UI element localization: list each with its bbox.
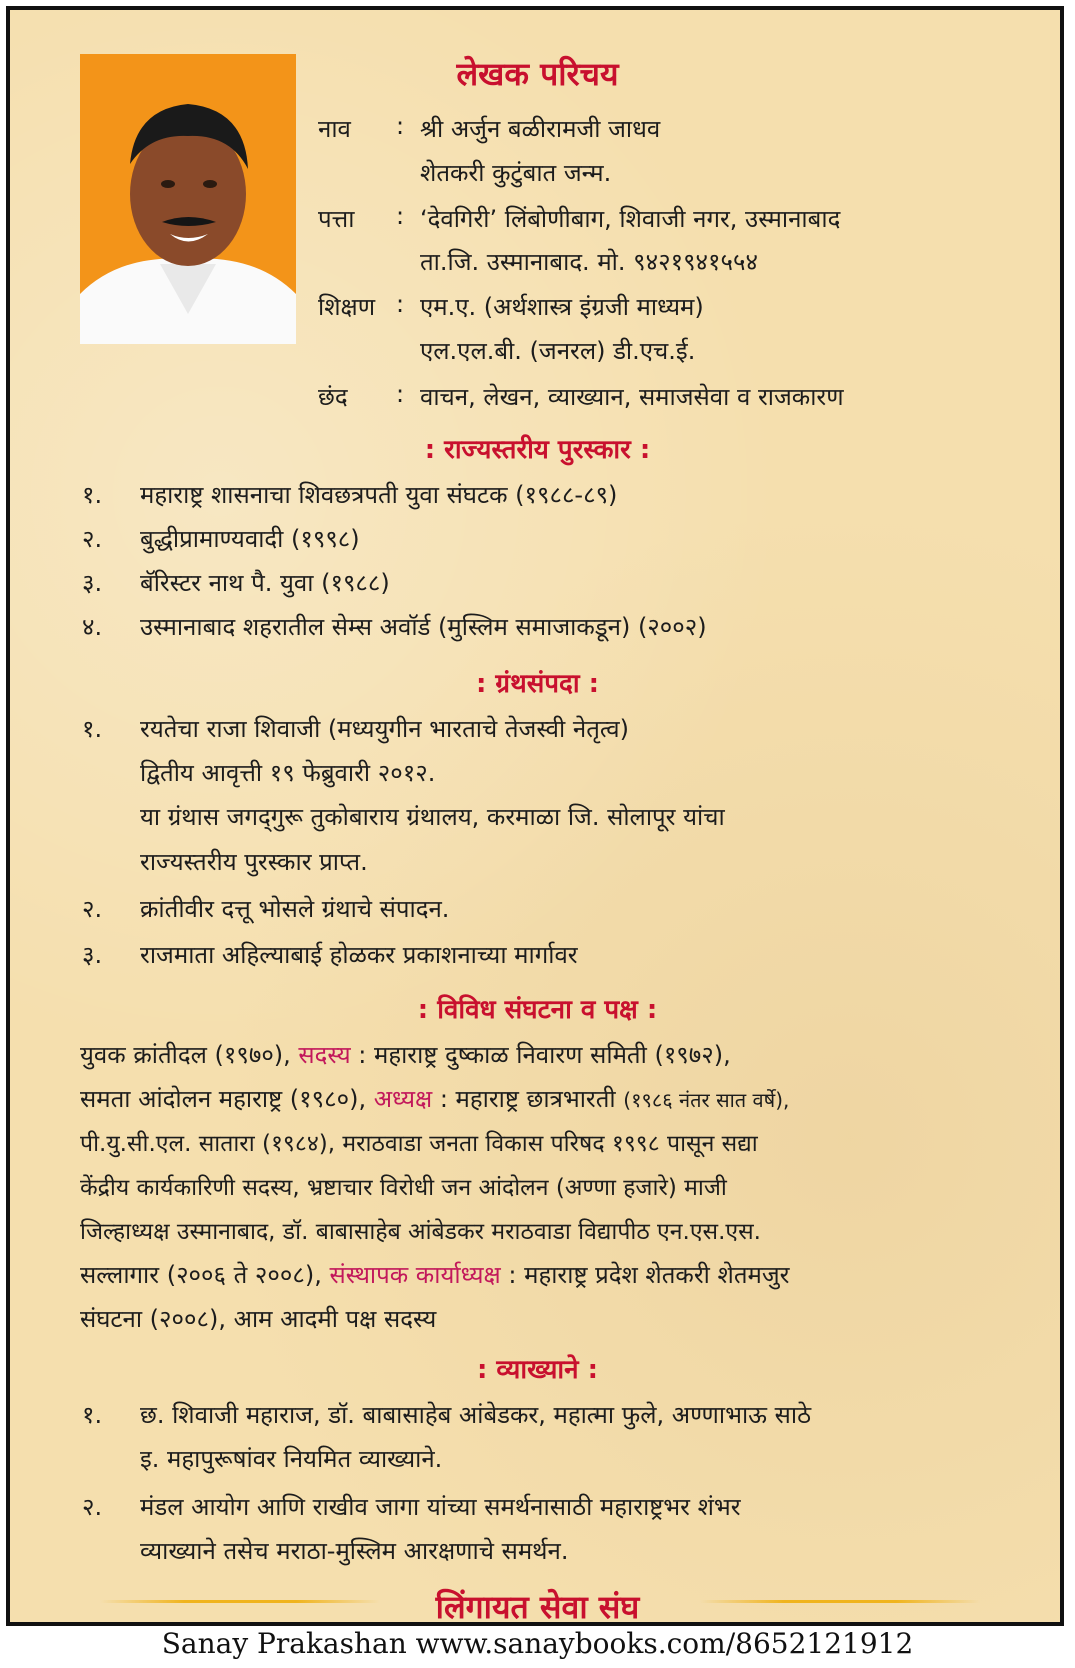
award-number: २. — [82, 525, 103, 553]
orgs-heading: : विविध संघटना व पक्ष : — [417, 995, 658, 1025]
orgs-line-6: सल्लागार (२००६ ते २००८), संस्थापक कार्याध्यक्ष : महाराष्ट्र प्रदेश शेतकरी शेतमजुर — [80, 1261, 790, 1289]
birth-note: शेतकरी कुटुंबात जन्म. — [420, 159, 612, 187]
role-founder: संस्थापक कार्याध्यक्ष — [329, 1261, 501, 1289]
name-colon: : — [396, 112, 405, 140]
lecture-line: छ. शिवाजी महाराज, डॉ. बाबासाहेब आंबेडकर, महात्मा फुले, अण्णाभाऊ साठे — [140, 1401, 812, 1429]
address-colon: : — [396, 202, 405, 230]
award-item: बॅरिस्टर नाथ पै. युवा (१९८८) — [140, 569, 390, 597]
hobby-value: वाचन, लेखन, व्याख्यान, समाजसेवा व राजकारण — [420, 383, 844, 411]
awards-heading: : राज्यस्तरीय पुरस्कार : — [424, 435, 651, 465]
education-colon: : — [396, 290, 405, 318]
award-item: महाराष्ट्र शासनाचा शिवछत्रपती युवा संघटक (१९८८-८९) — [140, 481, 618, 509]
footer-brand: लिंगायत सेवा संघ — [435, 1588, 640, 1626]
lecture-number: २. — [82, 1493, 103, 1521]
education-label: शिक्षण — [318, 293, 376, 321]
book-line: द्वितीय आवृत्ती १९ फेब्रुवारी २०१२. — [140, 759, 436, 787]
book-line: राज्यस्तरीय पुरस्कार प्राप्त. — [140, 848, 368, 876]
lecture-line: मंडल आयोग आणि राखीव जागा यांच्या समर्थनासाठी महाराष्ट्रभर शंभर — [140, 1493, 741, 1521]
orgs-line-5: जिल्हाध्यक्ष उस्मानाबाद, डॉ. बाबासाहेब आंबेडकर मराठवाडा विद्यापीठ एन.एस.एस. — [80, 1219, 761, 1245]
lectures-heading: : व्याख्याने : — [476, 1355, 599, 1385]
award-number: ४. — [82, 613, 103, 641]
book-line: या ग्रंथास जगद्‌गुरू तुकोबाराय ग्रंथालय, करमाळा जि. सोलापूर यांचा — [140, 803, 725, 831]
lecture-line: इ. महापुरूषांवर नियमित व्याख्याने. — [140, 1445, 443, 1473]
book-line: राजमाता अहिल्याबाई होळकर प्रकाशनाच्या मार्गावर — [140, 941, 578, 969]
page-title: लेखक परिचय — [456, 55, 619, 93]
award-item: उस्मानाबाद शहरातील सेम्स अवॉर्ड (मुस्लिम समाजाकडून) (२००२) — [140, 613, 707, 641]
book-number: १. — [82, 715, 103, 743]
orgs-line-3: पी.यु.सी.एल. सातारा (१९८४), मराठवाडा जनता विकास परिषद १९९८ पासून सद्या — [80, 1131, 758, 1157]
hobby-label: छंद — [318, 383, 348, 411]
education-line-1: एम.ए. (अर्थशास्त्र इंग्रजी माध्यम) — [420, 293, 704, 321]
hobby-colon: : — [396, 380, 405, 408]
role-member: सदस्य — [298, 1041, 351, 1069]
name-value: श्री अर्जुन बळीरामजी जाधव — [420, 115, 661, 143]
address-line-2: ता.जि. उस्मानाबाद. मो. ९४२१९४१५५४ — [420, 248, 758, 276]
award-number: ३. — [82, 569, 103, 597]
award-number: १. — [82, 481, 103, 509]
address-line-1: ‘देवगिरी’ लिंबोणीबाग, शिवाजी नगर, उस्मानाबाद — [420, 205, 841, 233]
author-photo — [80, 54, 296, 344]
role-president: अध्यक्ष — [373, 1085, 433, 1113]
book-line: रयतेचा राजा शिवाजी (मध्ययुगीन भारताचे तेजस्वी नेतृत्व) — [140, 715, 629, 743]
publisher-watermark: Sanay Prakashan www.sanaybooks.com/8652121912 — [161, 1627, 914, 1660]
lecture-line: व्याख्याने तसेच मराठा-मुस्लिम आरक्षणाचे समर्थन. — [140, 1537, 569, 1565]
orgs-line-4: केंद्रीय कार्यकारिणी सदस्य, भ्रष्टाचार विरोधी जन आंदोलन (अण्णा हजारे) माजी — [80, 1175, 727, 1201]
book-number: २. — [82, 895, 103, 923]
address-label: पत्ता — [318, 205, 355, 233]
books-heading: : ग्रंथसंपदा : — [475, 669, 600, 699]
orgs-line-1: युवक क्रांतीदल (१९७०), सदस्य : महाराष्ट्र दुष्काळ निवारण समिती (१९७२), — [80, 1041, 731, 1069]
orgs-line-2: समता आंदोलन महाराष्ट्र (१९८०), अध्यक्ष : महाराष्ट्र छात्रभारती (१९८६ नंतर सात वर्षे), — [80, 1085, 790, 1113]
education-line-2: एल.एल.बी. (जनरल) डी.एच.ई. — [420, 337, 696, 365]
award-item: बुद्धीप्रामाण्यवादी (१९९८) — [140, 525, 360, 553]
orgs-line-7: संघटना (२००८), आम आदमी पक्ष सदस्य — [80, 1305, 437, 1333]
book-line: क्रांतीवीर दत्तू भोसले ग्रंथाचे संपादन. — [140, 895, 450, 923]
lecture-number: १. — [82, 1401, 103, 1429]
book-number: ३. — [82, 941, 103, 969]
name-label: नाव — [318, 115, 351, 143]
